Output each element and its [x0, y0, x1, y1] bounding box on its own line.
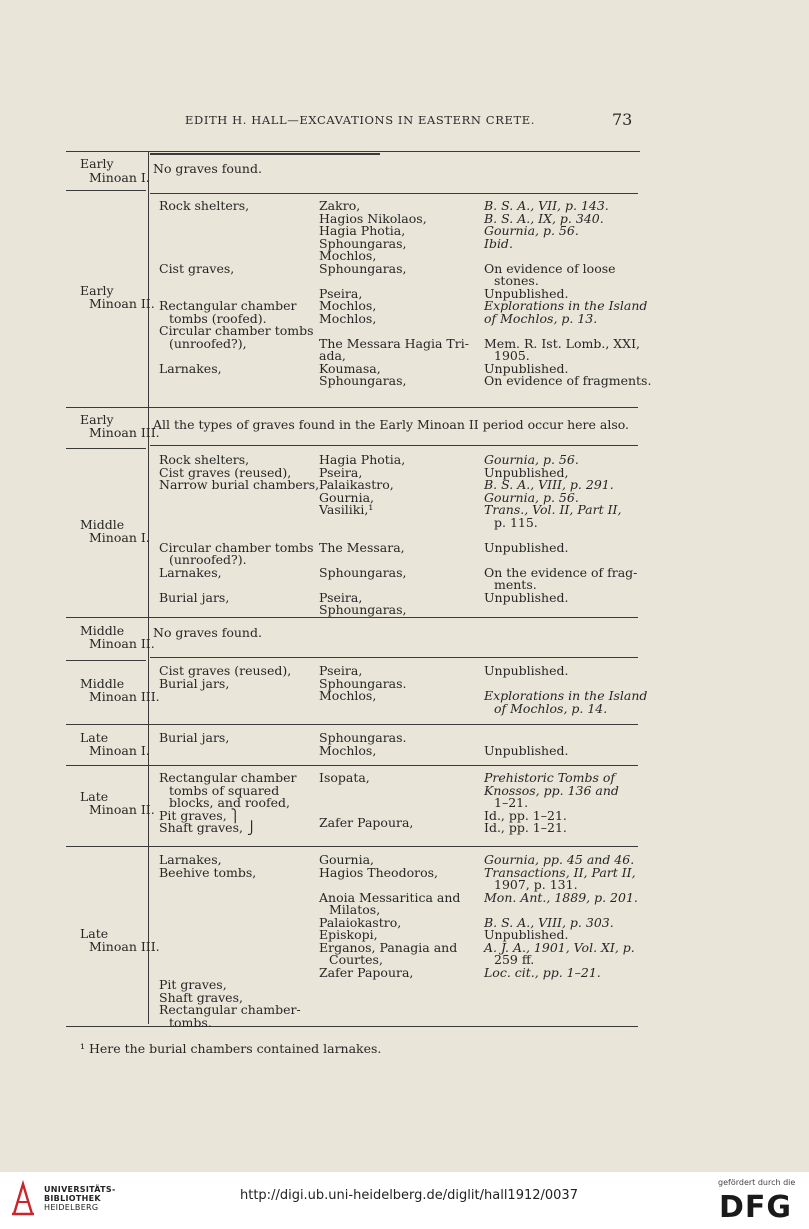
cell-mm1-c1-line: Larnakes, — [159, 564, 222, 580]
cell-em2-c2-line: Mochlos, — [319, 310, 377, 326]
period-em2-l2: Minoan II. — [89, 296, 155, 311]
cell-lm3-c3-line: 1907, p. 131. — [494, 877, 578, 892]
cell-mm1-c3-line: On the evidence of frag- — [484, 564, 638, 580]
cell-lm3-c3-line: 259 ff. — [494, 952, 535, 967]
cell-lm3-c2-line: Episkopi, — [319, 927, 378, 942]
cell-lm2-c3-line: Prehistoric Tombs of — [484, 770, 616, 785]
permalink-url[interactable]: http://digi.ub.uni-heidelberg.de/diglit/hall1912/0037 — [240, 1188, 578, 1203]
cell-mm1-c3-line: Unpublished. — [484, 589, 569, 605]
cell-lm3-c3-line: Unpublished. — [484, 927, 569, 942]
cell-mm3-c3-line: Unpublished. — [484, 663, 569, 678]
period-lm3-l1: Late — [80, 926, 109, 941]
period-em1-l2: Minoan I. — [89, 170, 150, 185]
cell-mm1-c1-line: Rock shelters, — [159, 452, 250, 467]
cell-lm3-c1-line: Pit graves, — [159, 977, 227, 992]
cell-mm1-c1-line: (unroofed?). — [169, 552, 247, 567]
cell-lm2-c1-line: blocks, and roofed, — [169, 795, 290, 810]
library-line-1: UNIVERSITÄTS- — [44, 1185, 116, 1194]
cell-mm3-c3-line: Explorations in the Island — [484, 688, 648, 703]
cell-mm1-c2-line: Hagia Photia, — [319, 452, 406, 467]
cell-em2-c3-line: B. S. A., VII, p. 143. — [484, 198, 609, 213]
cell-em2-c3-line: Unpublished. — [484, 285, 569, 301]
library-logo-icon — [10, 1180, 36, 1218]
cell-mm1-c1-line: Narrow burial chambers, — [159, 477, 320, 492]
cell-em2-c3-line: Unpublished. — [484, 360, 569, 376]
cell-mm1-c1-line: Cist graves (reused), — [159, 464, 292, 480]
cell-lm3-c1-line: Beehive tombs, — [159, 864, 257, 880]
separator-mm2-short — [66, 660, 146, 661]
cell-lm3-c2-line: Erganos, Panagia and — [319, 939, 458, 955]
cell-mm1-c3-line: Trans., Vol. II, Part II, — [484, 502, 622, 517]
cell-lm3-c3-line: A. J. A., 1901, Vol. XI, p. — [484, 939, 635, 955]
period-mm3-l1: Middle — [80, 676, 125, 691]
cell-lm2-c2-line: Zafer Papoura, — [319, 815, 414, 830]
cell-em2-c2-line: The Messara Hagia Tri- — [319, 335, 469, 351]
cell-em2-c2-line: Mochlos, — [319, 248, 377, 263]
cell-em2-c2-line: Sphoungaras, — [319, 373, 407, 388]
cell-lm3-c2-line: Anoia Messaritica and — [319, 889, 461, 905]
cell-em2-c3-line: Explorations in the Island — [484, 298, 648, 313]
cell-lm2-c3-line: Id., pp. 1–21. — [484, 807, 567, 823]
period-em2-l1: Early — [80, 283, 114, 298]
running-head-title: EDITH H. HALL—EXCAVATIONS IN EASTERN CRETE. — [185, 113, 535, 127]
cell-em2-c2-line: Zakro, — [319, 198, 361, 213]
cell-mm1-c3-line: Gournia, p. 56. — [484, 452, 579, 467]
cell-lm1-c2-line: Sphoungaras. — [319, 730, 407, 745]
note-em1: No graves found. — [153, 161, 262, 176]
cell-lm3-c1-line: Rectangular chamber- — [159, 1002, 301, 1017]
cell-em2-c2-line: Sphoungaras, — [319, 235, 407, 251]
cell-mm1-c2-line: Gournia, — [319, 489, 375, 505]
period-em3-l2: Minoan III. — [89, 425, 160, 440]
cell-lm2-c1-line: tombs of squared — [169, 782, 280, 798]
cell-mm3-c2-line: Mochlos, — [319, 688, 377, 703]
period-mm1-l1: Middle — [80, 517, 125, 532]
period-mm3-l2: Minoan III. — [89, 689, 160, 704]
cell-mm1-c3-line: p. 115. — [494, 514, 538, 530]
cell-em2-c2-line: Pseira, — [319, 285, 363, 301]
period-lm2-l2: Minoan II. — [89, 802, 155, 817]
cell-em2-c3-line: On evidence of fragments. — [484, 373, 652, 388]
cell-lm3-c1-line: Shaft graves, — [159, 989, 243, 1005]
top-rule-thick — [150, 153, 380, 155]
library-name — [44, 1185, 116, 1212]
cell-mm1-c3-line: B. S. A., VIII, p. 291. — [484, 477, 614, 492]
cell-lm3-c2-line: Palaiokastro, — [319, 914, 402, 930]
cell-lm3-c1-line: Larnakes, — [159, 852, 222, 867]
cell-em2-c3-line: of Mochlos, p. 13. — [484, 310, 598, 326]
cell-mm1-c2-line: The Messara, — [319, 539, 405, 555]
library-line-3: HEIDELBERG — [44, 1203, 99, 1212]
period-lm1-l1: Late — [80, 730, 109, 745]
cell-em2-c3-line: 1905. — [494, 348, 530, 363]
cell-lm1-c1-line: Burial jars, — [159, 730, 230, 745]
cell-mm3-c1-line: Cist graves (reused), — [159, 663, 292, 678]
cell-em2-c1-line: Circular chamber tombs — [159, 323, 314, 338]
library-line-2: BIBLIOTHEK — [44, 1194, 101, 1203]
cell-mm1-c2-line: Sphoungaras, — [319, 564, 407, 580]
cell-mm1-c1-line: Circular chamber tombs — [159, 539, 314, 555]
cell-lm3-c2-line: Milatos, — [329, 902, 381, 917]
cell-lm2-c1-line: Rectangular chamber — [159, 770, 297, 785]
period-lm1-l2: Minoan I. — [89, 743, 150, 758]
cell-em2-c1-line: tombs (roofed). — [169, 310, 267, 326]
cell-lm3-c3-line: Loc. cit., pp. 1–21. — [484, 964, 601, 980]
period-mm2-l1: Middle — [80, 623, 125, 638]
cell-lm3-c2-line: Courtes, — [329, 952, 383, 967]
cell-em2-c2-line: Sphoungaras, — [319, 260, 407, 276]
cell-lm3-c3-line: B. S. A., VIII, p. 303. — [484, 914, 614, 930]
cell-mm1-c2-line: Palaikastro, — [319, 477, 394, 492]
cell-mm1-c3-line: ments. — [494, 577, 537, 592]
funded-by-label: gefördert durch die — [718, 1178, 796, 1187]
cell-lm2-c3-line: 1–21. — [494, 795, 529, 810]
cell-em2-c3-line: B. S. A., IX, p. 340. — [484, 210, 604, 226]
separator-lm2 — [66, 846, 638, 847]
separator-mm2 — [150, 657, 638, 658]
page-number: 73 — [612, 110, 633, 129]
cell-mm3-c3-line: of Mochlos, p. 14. — [494, 700, 608, 716]
cell-lm2-c2-line: Isopata, — [319, 770, 370, 785]
cell-em2-c1-line: Cist graves, — [159, 260, 235, 276]
cell-mm1-c2-line: Pseira, — [319, 464, 363, 480]
cell-em2-c3-line: Gournia, p. 56. — [484, 223, 579, 238]
cell-em2-c3-line: Ibid. — [484, 235, 513, 251]
top-rule — [66, 151, 640, 152]
cell-em2-c2-line: Mochlos, — [319, 298, 377, 313]
cell-em2-c1-line: Rectangular chamber — [159, 298, 297, 313]
cell-em2-c2-line: Hagios Nikolaos, — [319, 210, 427, 226]
separator-em3 — [150, 445, 638, 446]
period-mm2-l2: Minoan II. — [89, 636, 155, 651]
period-mm1-l2: Minoan I. — [89, 530, 150, 545]
digitization-footer — [0, 1172, 809, 1229]
running-head — [0, 110, 809, 133]
cell-lm3-c3-line: Gournia, pp. 45 and 46. — [484, 852, 635, 867]
cell-lm2-c3-line: Knossos, pp. 136 and — [484, 782, 619, 798]
cell-em2-c2-line: Hagia Photia, — [319, 223, 406, 238]
cell-lm2-c1-line: Pit graves, ⎫ — [159, 807, 241, 823]
cell-lm3-c2-line: Gournia, — [319, 852, 375, 867]
period-em3-l1: Early — [80, 412, 114, 427]
cell-lm3-c3-line: Transactions, II, Part II, — [484, 864, 636, 880]
cell-em2-c1-line: (unroofed?), — [169, 335, 247, 351]
cell-mm3-c1-line: Burial jars, — [159, 675, 230, 691]
cell-em2-c3-line: On evidence of loose — [484, 260, 616, 276]
footnote: ¹ Here the burial chambers contained larnakes. — [80, 1041, 382, 1056]
column-divider — [148, 152, 149, 1024]
cell-mm1-c3-line: Unpublished, — [484, 464, 569, 480]
cell-lm3-c2-line: Zafer Papoura, — [319, 964, 414, 980]
cell-lm2-c1-line: Shaft graves, ⎭ — [159, 820, 257, 835]
cell-em2-c3-line: stones. — [494, 273, 539, 288]
cell-mm3-c2-line: Sphoungaras. — [319, 675, 407, 691]
cell-em2-c2-line: ada, — [319, 348, 346, 363]
separator-em3-short — [66, 448, 146, 449]
cell-lm1-c3-line: Unpublished. — [484, 742, 569, 758]
cell-lm2-c3-line: Id., pp. 1–21. — [484, 820, 567, 835]
period-lm2-l1: Late — [80, 789, 109, 804]
note-mm2: No graves found. — [153, 625, 262, 640]
cell-em2-c1-line: Larnakes, — [159, 360, 222, 376]
separator-mm3 — [66, 724, 638, 725]
note-em3: All the types of graves found in the Early Minoan II period occur here also. — [153, 417, 630, 432]
period-lm3-l2: Minoan III. — [89, 939, 160, 954]
cell-em2-c2-line: Koumasa, — [319, 360, 381, 376]
separator-em1 — [150, 193, 638, 194]
cell-lm3-c2-line: Hagios Theodoros, — [319, 864, 438, 880]
cell-mm1-c3-line: Gournia, p. 56. — [484, 489, 579, 505]
cell-em2-c1-line: Rock shelters, — [159, 198, 250, 213]
cell-mm1-c1-line: Burial jars, — [159, 589, 230, 605]
cell-lm3-c3-line: Mon. Ant., 1889, p. 201. — [484, 889, 638, 905]
cell-lm1-c2-line: Mochlos, — [319, 742, 377, 758]
separator-em2 — [66, 407, 638, 408]
cell-mm1-c2-line: Pseira, — [319, 589, 363, 605]
separator-em1-short — [66, 190, 146, 191]
separator-bottom — [66, 1026, 638, 1027]
cell-mm1-c2-line: Vasiliki,¹ — [319, 502, 374, 517]
cell-lm3-c1-line: tombs. — [169, 1014, 212, 1030]
dfg-logo: DFG — [719, 1190, 793, 1225]
cell-mm1-c2-line: Sphoungaras, — [319, 602, 407, 617]
cell-mm1-c3-line: Unpublished. — [484, 539, 569, 555]
period-em1-l1: Early — [80, 156, 114, 171]
separator-mm1 — [66, 617, 638, 618]
separator-lm1 — [66, 765, 638, 766]
cell-em2-c3-line: Mem. R. Ist. Lomb., XXI, — [484, 335, 640, 351]
cell-mm3-c2-line: Pseira, — [319, 663, 363, 678]
